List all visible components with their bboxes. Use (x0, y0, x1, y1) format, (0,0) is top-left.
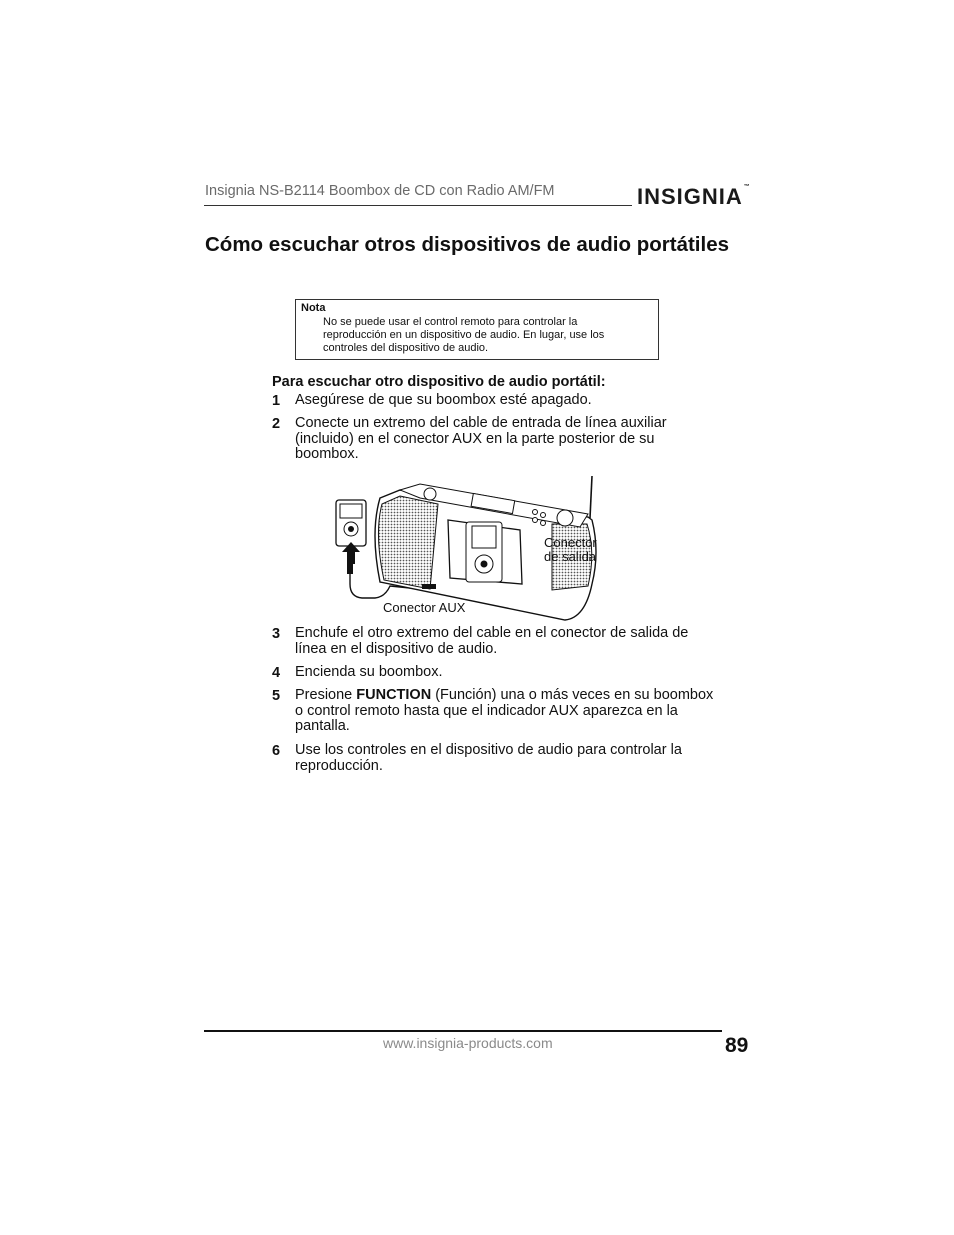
note-label: Nota (301, 302, 326, 314)
page-number: 89 (725, 1034, 749, 1057)
note-line: controles del dispositivo de audio. (323, 342, 489, 354)
insignia-logo (637, 184, 751, 210)
step-line: reproducción. (295, 757, 383, 774)
step-text (295, 626, 750, 657)
step-text (295, 743, 750, 774)
step-text-pre: Presione (295, 687, 357, 703)
step-number: 3 (272, 626, 281, 642)
note-line: reproducción en un dispositivo de audio. En lugar, use los (323, 329, 605, 341)
step-line: o control remoto hasta que el indicador AUX aparezca en la (295, 702, 678, 719)
footer-rule (204, 1030, 722, 1032)
header-rule (204, 205, 632, 206)
step-line: Asegúrese de que su boombox esté apagado. (295, 392, 592, 408)
step-line: (incluido) en el conector AUX en la parte posterior de su (295, 430, 655, 447)
step-number: 5 (272, 688, 281, 704)
logo-text: INSIGNIA (637, 184, 743, 209)
step-text-post: (Función) una o más veces en su boombox (431, 687, 714, 703)
trademark-mark: ™ (743, 184, 751, 190)
note-text (323, 316, 658, 355)
aux-connector-label: Conector AUX (383, 600, 466, 615)
step-line: pantalla. (295, 718, 350, 734)
step-text (295, 688, 750, 735)
output-connector-label (544, 536, 597, 564)
step-line: boombox. (295, 446, 359, 462)
step-number: 2 (272, 416, 281, 432)
step-line: Use los controles en el dispositivo de audio para controlar la (295, 742, 682, 758)
step-line (295, 688, 750, 704)
step-number: 4 (272, 665, 281, 681)
step-number: 6 (272, 743, 281, 759)
footer-url: www.insignia-products.com (383, 1035, 553, 1051)
function-keyword: FUNCTION (356, 687, 432, 703)
step-line: Encienda su boombox. (295, 664, 443, 680)
step-line: Conecte un extremo del cable de entrada de línea auxiliar (295, 415, 667, 431)
portable-player-icon (336, 500, 366, 546)
section-title: Cómo escuchar otros dispositivos de audio portátiles (205, 233, 729, 256)
label-line: de salida (544, 549, 597, 564)
step-text (295, 416, 750, 463)
step-text (295, 665, 750, 681)
step-text (295, 393, 750, 409)
note-line: No se puede usar el control remoto para controlar la (323, 316, 578, 328)
procedure-title: Para escuchar otro dispositivo de audio portátil: (272, 374, 606, 390)
step-line: Enchufe el otro extremo del cable en el conector de salida de (295, 625, 689, 641)
step-line: línea en el dispositivo de audio. (295, 640, 498, 657)
running-header: Insignia NS-B2114 Boombox de CD con Radio AM/FM (205, 183, 555, 199)
label-line: Conector (544, 535, 597, 550)
step-number: 1 (272, 393, 281, 409)
